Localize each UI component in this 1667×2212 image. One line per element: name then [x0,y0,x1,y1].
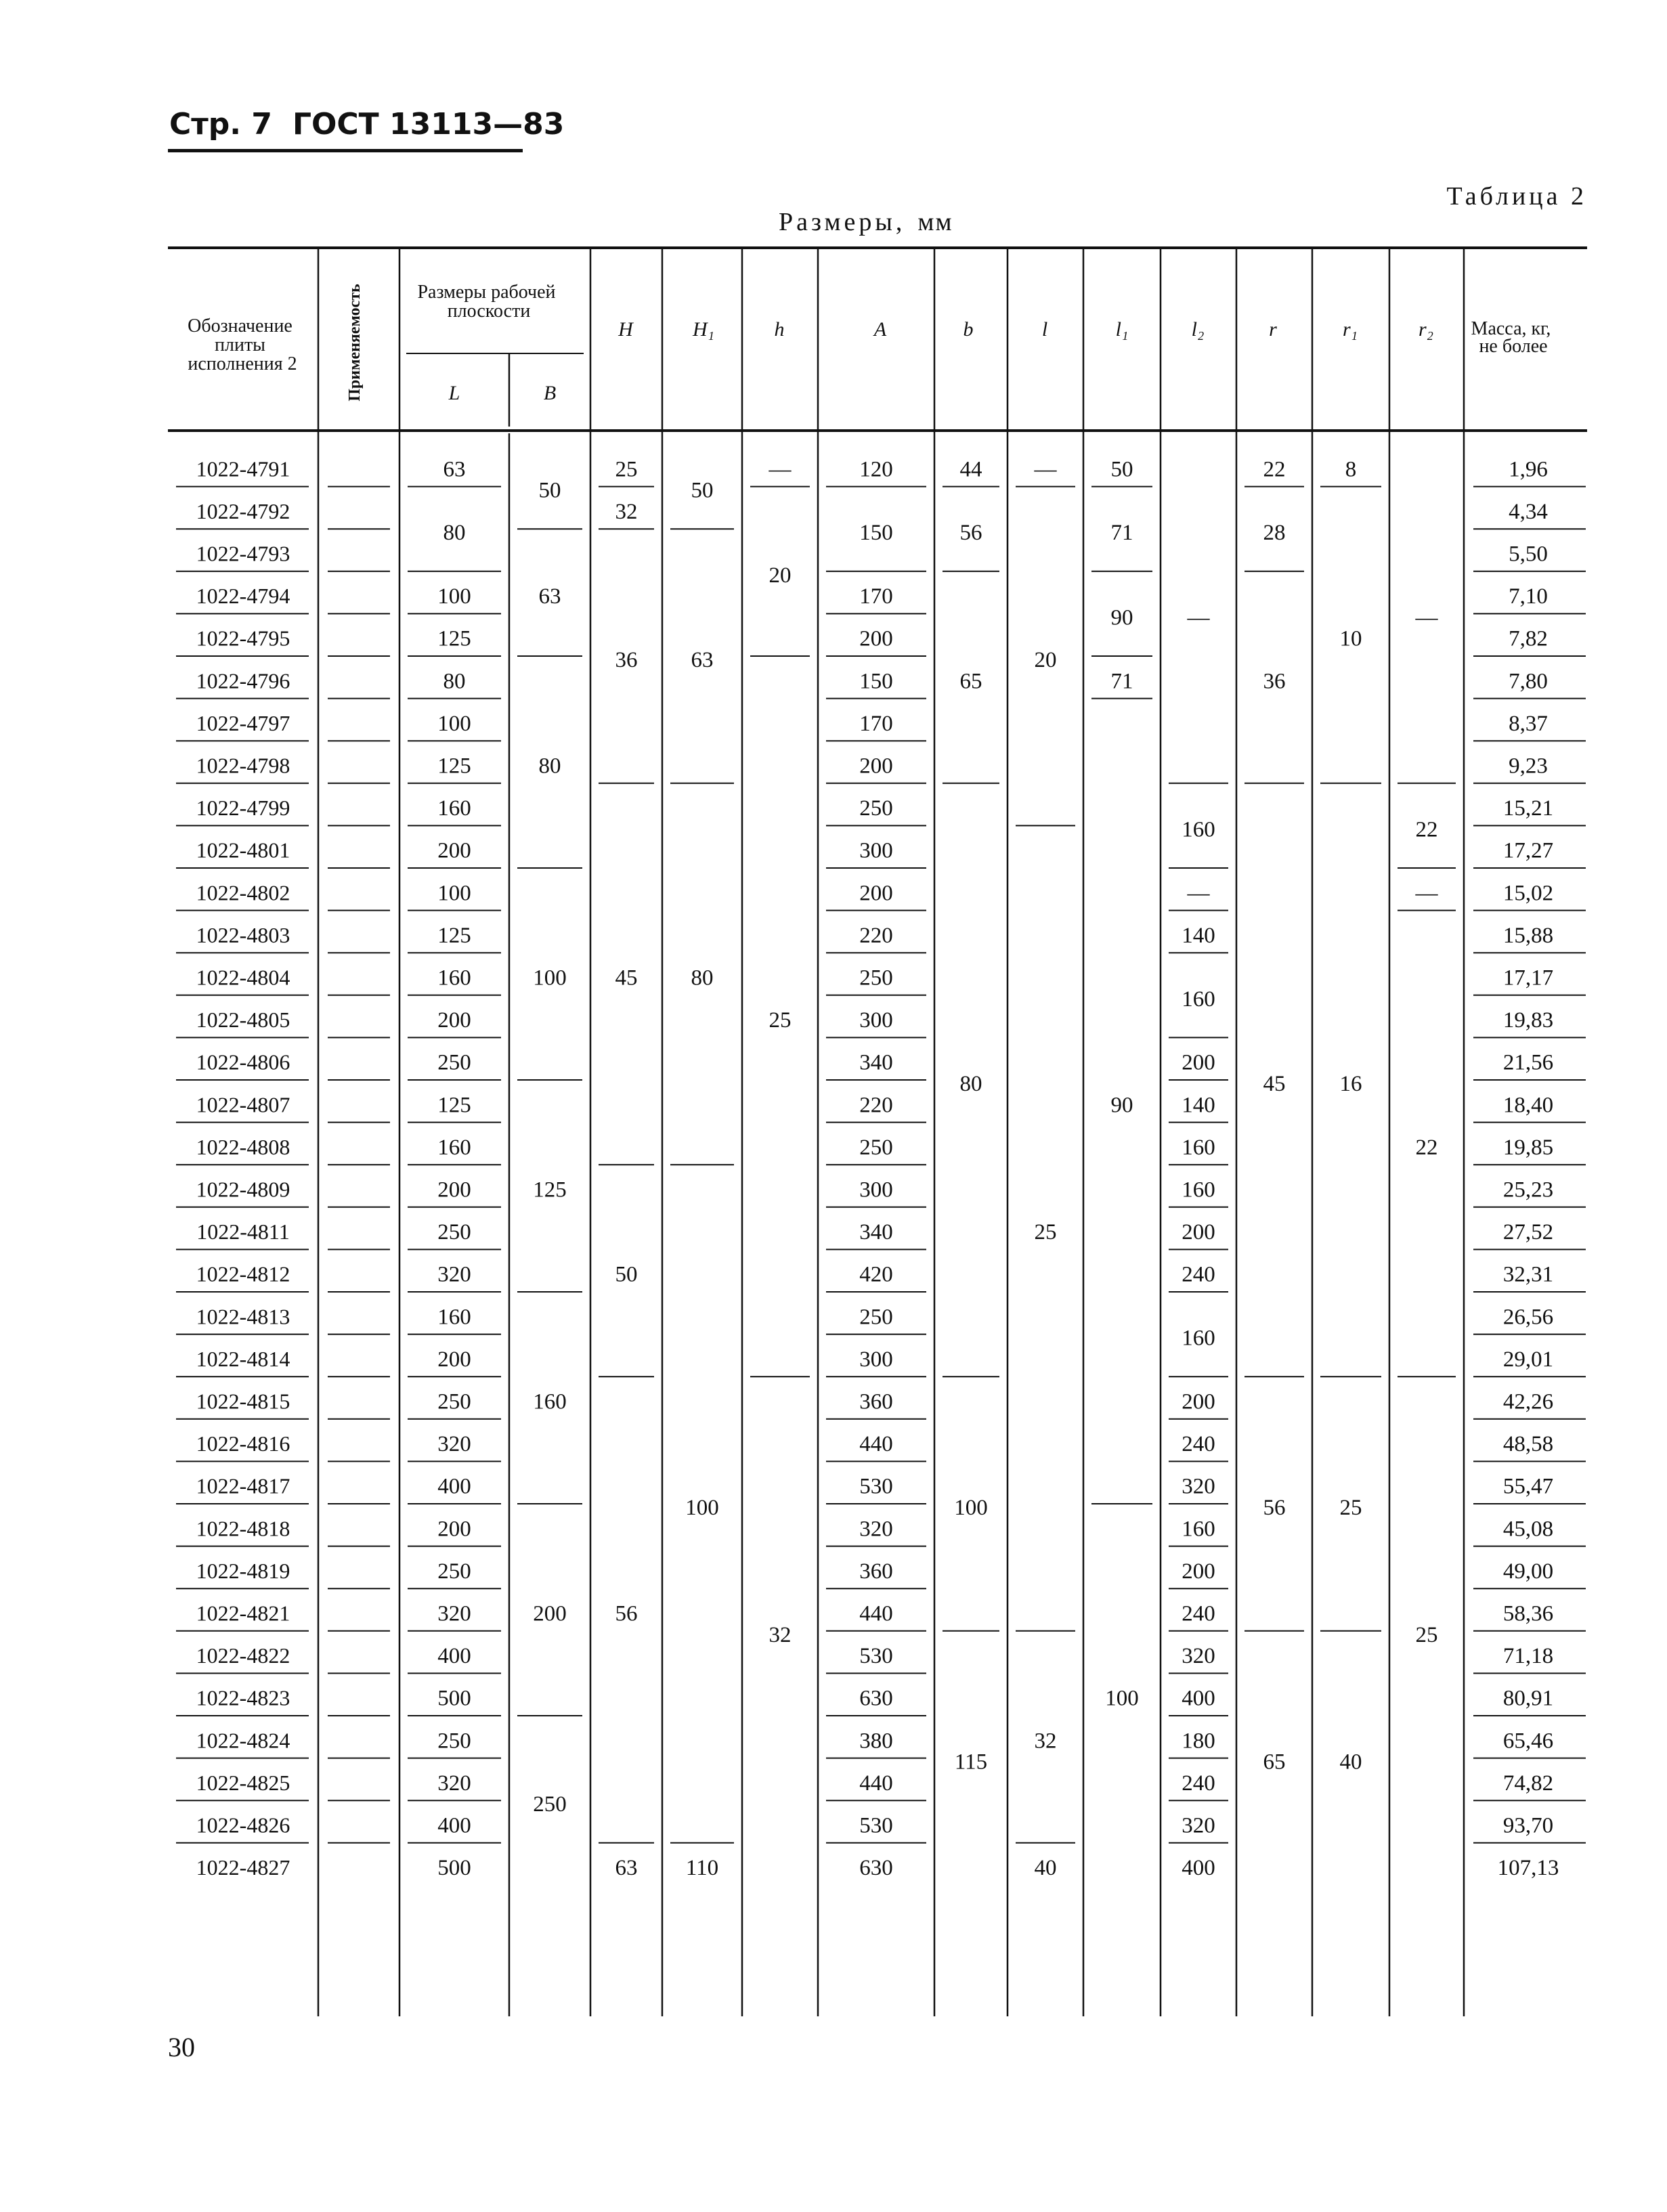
cell-H1: 50 [691,478,714,503]
cell-H: 63 [615,1856,638,1881]
cell-A: 250 [859,1305,893,1330]
cell-L: 320 [437,1601,471,1626]
designation-cell: 1022-4823 [196,1685,290,1710]
cell-l2: 240 [1182,1262,1215,1287]
mass-cell: 17,17 [1502,966,1554,991]
designation-cell: 1022-4818 [196,1516,290,1541]
cell-r1: 25 [1339,1496,1362,1520]
cell-l: — [1034,457,1057,482]
designation-cell: 1022-4821 [196,1601,290,1626]
col-r-header: r [1269,318,1277,341]
designation-cell: 1022-4822 [196,1643,290,1668]
cell-L: 125 [437,1093,471,1118]
cell-A: 200 [859,626,893,651]
cell-A: 170 [859,711,893,736]
page-number: 30 [168,2032,195,2062]
mass-cell: 71,18 [1502,1644,1554,1669]
col-H-header: H [618,318,633,341]
mass-cell: 19,85 [1502,1135,1554,1160]
units-label: Размеры, [779,208,906,236]
cell-B: 100 [533,966,567,991]
mass-cell: 26,56 [1502,1305,1554,1330]
cell-l2: 200 [1182,1050,1215,1075]
cell-L: 400 [437,1644,471,1669]
cell-l1: 90 [1110,605,1133,630]
cell-l2: 320 [1182,1813,1215,1838]
col-H1-header: H₁ [692,318,715,341]
cell-A: 250 [859,1135,893,1160]
cell-b: 65 [959,669,982,694]
cell-A: 530 [859,1644,893,1669]
cell-r: 45 [1263,1072,1286,1096]
cell-L: 500 [437,1856,471,1881]
mass-cell: 4,34 [1509,499,1548,524]
designation-cell: 1022-4827 [196,1855,290,1880]
mass-cell: 58,36 [1502,1601,1554,1626]
cell-h: 20 [768,563,792,588]
designation-cell: 1022-4796 [196,668,290,693]
cell-r: 28 [1263,521,1286,546]
cell-A: 220 [859,1093,893,1118]
mass-cell: 7,80 [1509,669,1548,694]
col-r1-header: r₁ [1342,318,1358,341]
col-A-header: A [873,318,887,341]
cell-A: 420 [859,1262,893,1287]
cell-A: 300 [859,838,893,863]
designation-cell: 1022-4791 [196,456,290,481]
cell-L: 100 [437,881,471,906]
mass-cell: 8,37 [1509,711,1548,736]
cell-l1: 50 [1110,457,1133,482]
table-title: Таблица 2 [1446,182,1587,211]
mass-cell: 27,52 [1502,1220,1554,1245]
mass-cell: 25,23 [1502,1177,1554,1202]
standard-number: ГОСТ 13113—83 [292,107,565,142]
designation-cell: 1022-4809 [196,1177,290,1202]
mass-cell: 17,27 [1502,838,1554,863]
cell-l: 32 [1034,1729,1057,1754]
cell-r: 56 [1263,1496,1286,1520]
cell-L: 100 [437,584,471,609]
designation-cell: 1022-4816 [196,1431,290,1456]
cell-l2: 160 [1182,1177,1215,1202]
mass-cell: 15,88 [1502,923,1554,948]
cell-r1: 8 [1345,457,1357,482]
cell-l2: 160 [1182,1135,1215,1160]
cell-l2: 140 [1182,923,1215,948]
cell-r: 22 [1263,457,1286,482]
cell-B: 200 [533,1601,567,1626]
cell-b: 56 [959,521,982,546]
cell-l2: 160 [1182,1517,1215,1542]
cell-L: 250 [437,1220,471,1245]
cell-L: 100 [437,711,471,736]
cell-L: 200 [437,1008,471,1033]
designation-cell: 1022-4794 [196,584,290,609]
mass-cell: 7,10 [1509,584,1548,609]
cell-L: 250 [437,1050,471,1075]
cell-L: 250 [437,1389,471,1414]
cell-l2: 160 [1182,986,1215,1012]
cell-A: 360 [859,1389,893,1414]
cell-A: 530 [859,1813,893,1838]
cell-l2: 320 [1182,1644,1215,1669]
mass-cell: 93,70 [1502,1813,1554,1838]
mass-cell: 32,31 [1502,1262,1554,1287]
cell-B: 160 [533,1389,567,1414]
cell-l1: 71 [1110,521,1133,546]
cell-b: 80 [959,1072,982,1096]
cell-l: 20 [1034,648,1057,672]
cell-r: 65 [1263,1750,1286,1775]
mass-cell: 15,21 [1502,796,1554,821]
cell-b: 44 [959,457,982,482]
table-head [188,282,1555,404]
cell-H1: 63 [691,648,714,672]
cell-L: 200 [437,838,471,863]
cell-L: 250 [437,1559,471,1584]
col-applicability-header: Применяемость [346,284,364,402]
mass-cell: 1,96 [1509,457,1548,482]
cell-A: 170 [859,584,893,609]
cell-A: 380 [859,1729,893,1754]
cell-L: 500 [437,1686,471,1711]
units-unit: мм [917,208,953,236]
cell-A: 200 [859,754,893,779]
cell-r2: 22 [1415,1135,1438,1160]
cell-r2: 25 [1415,1622,1438,1647]
cell-r: 36 [1263,669,1286,694]
cell-H: 36 [615,648,638,672]
cell-L: 400 [437,1474,471,1499]
cell-L: 80 [443,521,466,546]
mass-cell: 55,47 [1502,1474,1554,1499]
cell-l1: 100 [1105,1686,1139,1711]
designation-cell: 1022-4802 [196,880,290,905]
mass-cell: 5,50 [1509,542,1548,567]
mass-cell: 48,58 [1502,1432,1554,1457]
cell-A: 220 [859,923,893,948]
designation-cell: 1022-4825 [196,1770,290,1795]
cell-A: 150 [859,669,893,694]
designation-cell: 1022-4803 [196,922,290,947]
designation-cell: 1022-4819 [196,1558,290,1583]
mass-cell: 45,08 [1502,1517,1554,1542]
cell-L: 200 [437,1347,471,1372]
mass-cell: 21,56 [1502,1050,1554,1075]
cell-A: 530 [859,1474,893,1499]
cell-H1: 100 [685,1496,719,1520]
cell-H: 25 [615,457,638,482]
mass-cell: 65,46 [1502,1729,1554,1754]
mass-cell: 74,82 [1502,1771,1554,1796]
mass-cell: 19,83 [1502,1008,1554,1033]
mass-cell: 49,00 [1502,1559,1554,1584]
designation-cell: 1022-4801 [196,838,290,863]
designation-cell: 1022-4804 [196,965,290,990]
cell-A: 360 [859,1559,893,1584]
cell-H: 56 [615,1601,638,1626]
cell-r2: — [1415,605,1438,630]
col-l2-header: l₂ [1191,318,1205,341]
cell-h: 25 [768,1008,792,1033]
designation-cell: 1022-4793 [196,541,290,566]
designation-cell: 1022-4813 [196,1304,290,1329]
cell-H: 45 [615,966,638,991]
cell-A: 300 [859,1347,893,1372]
cell-H1: 80 [691,966,714,991]
cell-l2: 140 [1182,1093,1215,1118]
cell-A: 120 [859,457,893,482]
cell-A: 440 [859,1771,893,1796]
cell-L: 160 [437,1305,471,1330]
col-designation-header: Обозначение плиты исполнения 2 [188,316,297,374]
table-body [196,456,1559,1880]
cell-r2: 22 [1415,817,1438,842]
designation-cell: 1022-4826 [196,1813,290,1838]
mass-cell: 42,26 [1502,1389,1554,1414]
cell-A: 150 [859,521,893,546]
cell-A: 440 [859,1601,893,1626]
cell-A: 340 [859,1050,893,1075]
mass-cell: 9,23 [1509,754,1548,779]
cell-l2: 400 [1182,1686,1215,1711]
col-L-header: L [448,382,460,404]
cell-H: 32 [615,499,638,524]
cell-r1: 10 [1339,626,1362,651]
cell-B: 250 [533,1792,567,1817]
cell-l2: — [1187,605,1210,630]
cell-L: 160 [437,966,471,991]
cell-l2: 180 [1182,1729,1215,1754]
cell-L: 125 [437,923,471,948]
cell-B: 125 [533,1177,567,1202]
cell-L: 160 [437,1135,471,1160]
cell-b: 115 [954,1750,988,1775]
designation-cell: 1022-4799 [196,796,290,821]
col-working-surface-header: Размеры рабочей плоскости [417,282,556,322]
mass-cell: 18,40 [1502,1093,1554,1118]
cell-r2: — [1415,881,1438,906]
col-mass-header: Масса, кг, не более [1471,318,1551,357]
cell-l2: 240 [1182,1771,1215,1796]
cell-l: 25 [1034,1220,1057,1245]
designation-cell: 1022-4807 [196,1092,290,1117]
cell-l2: 160 [1182,817,1215,842]
cell-B: 63 [538,584,561,609]
designation-cell: 1022-4817 [196,1473,290,1498]
designation-cell: 1022-4806 [196,1049,290,1075]
cell-L: 80 [443,669,466,694]
col-l-header: l [1041,318,1048,341]
cell-l2: 240 [1182,1601,1215,1626]
cell-L: 320 [437,1432,471,1457]
cell-A: 630 [859,1686,893,1711]
cell-l2: — [1187,881,1210,906]
col-h-header: h [774,318,785,341]
cell-l2: 200 [1182,1559,1215,1584]
col-r2-header: r₂ [1418,318,1434,341]
designation-cell: 1022-4805 [196,1007,290,1033]
designation-cell: 1022-4811 [196,1219,290,1244]
cell-l2: 160 [1182,1326,1215,1351]
cell-L: 160 [437,796,471,821]
cell-L: 320 [437,1262,471,1287]
cell-A: 250 [859,796,893,821]
designation-cell: 1022-4814 [196,1346,290,1371]
cell-A: 340 [859,1220,893,1245]
cell-L: 200 [437,1177,471,1202]
mass-cell: 7,82 [1509,626,1548,651]
cell-A: 300 [859,1177,893,1202]
cell-A: 440 [859,1432,893,1457]
designation-cell: 1022-4824 [196,1728,290,1753]
cell-h: — [768,457,792,482]
cell-L: 63 [443,457,466,482]
col-b-header: b [963,318,974,341]
cell-l1: 71 [1110,669,1133,694]
page-label: Стр. 7 [169,107,272,142]
designation-cell: 1022-4815 [196,1389,290,1414]
cell-l2: 200 [1182,1389,1215,1414]
cell-r1: 16 [1339,1072,1362,1096]
cell-l2: 240 [1182,1432,1215,1457]
cell-L: 320 [437,1771,471,1796]
cell-r1: 40 [1339,1750,1362,1775]
cell-l2: 200 [1182,1220,1215,1245]
cell-L: 125 [437,754,471,779]
mass-cell: 15,02 [1502,881,1554,906]
cell-B: 50 [538,478,561,503]
designation-cell: 1022-4808 [196,1134,290,1159]
cell-b: 100 [954,1496,988,1520]
cell-A: 250 [859,966,893,991]
cell-A: 320 [859,1517,893,1542]
cell-l1: 90 [1110,1093,1133,1118]
cell-A: 300 [859,1008,893,1033]
designation-cell: 1022-4812 [196,1261,290,1286]
mass-cell: 29,01 [1502,1347,1554,1372]
cell-A: 200 [859,881,893,906]
designation-cell: 1022-4795 [196,626,290,651]
cell-L: 125 [437,626,471,651]
cell-L: 200 [437,1517,471,1542]
cell-L: 250 [437,1729,471,1754]
cell-B: 80 [538,754,561,779]
mass-cell: 80,91 [1502,1686,1554,1711]
cell-A: 630 [859,1856,893,1881]
designation-cell: 1022-4798 [196,753,290,778]
designation-cell: 1022-4792 [196,498,290,523]
cell-l2: 320 [1182,1474,1215,1499]
col-l1-header: l₁ [1115,318,1129,341]
col-B-header: B [543,382,557,404]
cell-h: 32 [768,1622,792,1647]
cell-H: 50 [615,1262,638,1287]
cell-l: 40 [1034,1856,1057,1881]
mass-cell: 107,13 [1497,1856,1559,1881]
cell-H1: 110 [685,1856,719,1881]
cell-l2: 400 [1182,1856,1215,1881]
cell-L: 400 [437,1813,471,1838]
designation-cell: 1022-4797 [196,710,290,735]
